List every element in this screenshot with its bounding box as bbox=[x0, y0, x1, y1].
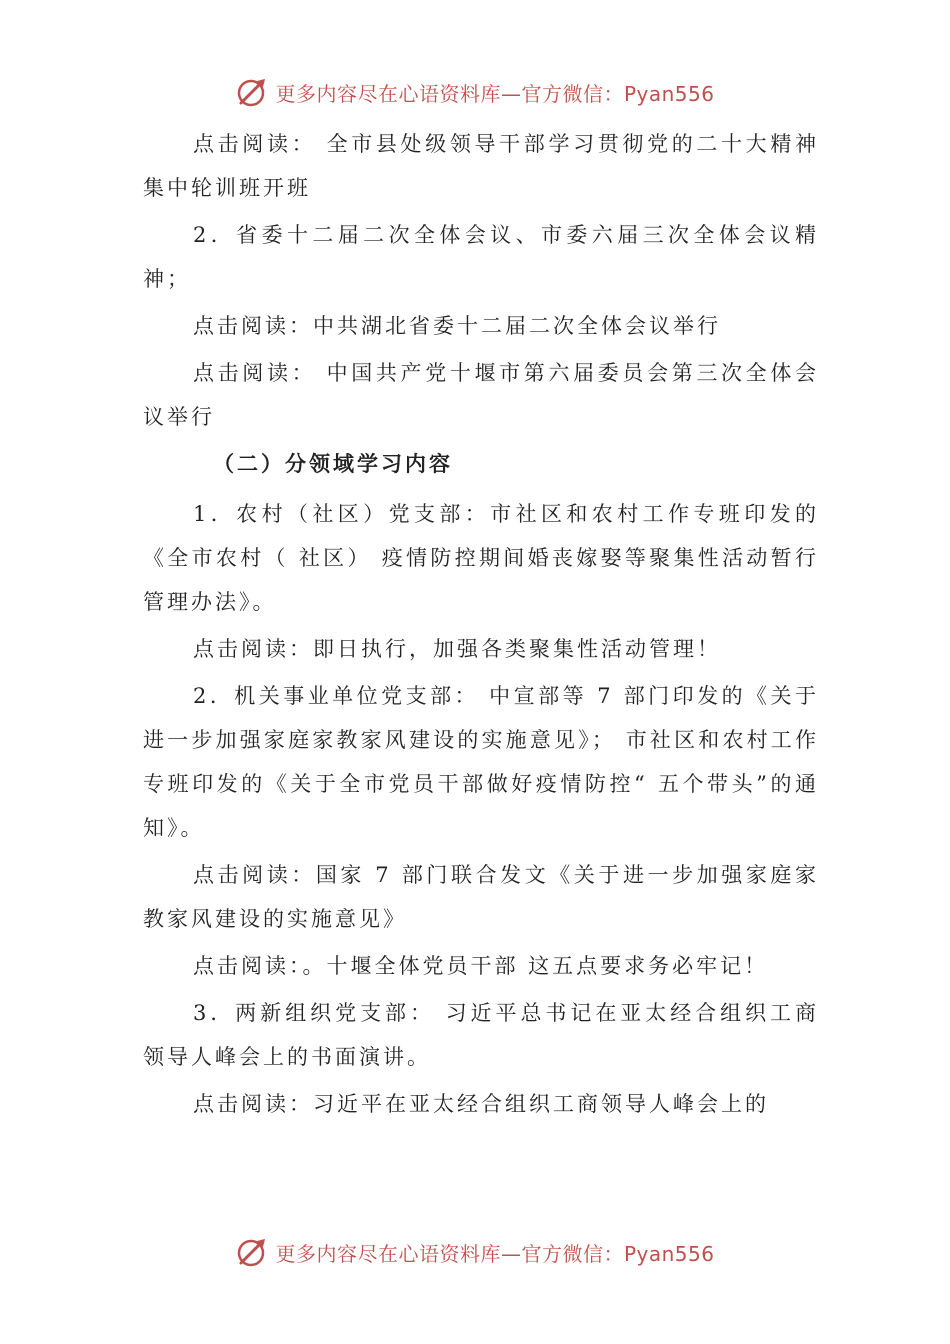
paragraph-link[interactable]: 点击阅读：习近平在亚太经合组织工商领导人峰会上的 bbox=[193, 1092, 769, 1116]
paragraph: 2．省委十二届二次全体会议、市委六届三次全体会议精神； bbox=[143, 223, 819, 291]
pen-logo-icon bbox=[235, 75, 269, 109]
pen-logo-icon bbox=[235, 1235, 269, 1269]
document-body bbox=[143, 122, 819, 1129]
paragraph: 2．机关事业单位党支部： 中宣部等 7 部门印发的《关于进一步加强家庭家教家风建设的实施意见》； 市社区和农村工作专班印发的《关于全市党员干部做好疫情防控“ 五个带头”的通知》。 bbox=[143, 684, 819, 840]
footer-watermark bbox=[0, 1232, 950, 1272]
footer-watermark-text: 更多内容尽在心语资料库—官方微信：Pyan556 bbox=[275, 1241, 715, 1266]
paragraph-link[interactable]: 点击阅读：中共湖北省委十二届二次全体会议举行 bbox=[193, 314, 721, 338]
paragraph-link[interactable]: 点击阅读：国家 7 部门联合发文《关于进一步加强家庭家教家风建设的实施意见》 bbox=[143, 863, 819, 931]
paragraph: 3．两新组织党支部： 习近平总书记在亚太经合组织工商领导人峰会上的书面演讲。 bbox=[143, 1001, 819, 1069]
section-heading: （二）分领域学习内容 bbox=[213, 451, 453, 476]
paragraph-link[interactable]: 点击阅读：即日执行，加强各类聚集性活动管理！ bbox=[193, 637, 721, 661]
paragraph-link[interactable]: 点击阅读：。十堰全体党员干部 这五点要求务必牢记！ bbox=[193, 954, 769, 978]
header-watermark bbox=[0, 72, 950, 112]
paragraph-link[interactable]: 点击阅读： 全市县处级领导干部学习贯彻党的二十大精神集中轮训班开班 bbox=[143, 132, 819, 200]
header-watermark-text: 更多内容尽在心语资料库—官方微信：Pyan556 bbox=[275, 81, 715, 106]
paragraph-link[interactable]: 点击阅读： 中国共产党十堰市第六届委员会第三次全体会议举行 bbox=[143, 361, 819, 429]
paragraph: 1．农村（社区）党支部：市社区和农村工作专班印发的《全市农村（ 社区） 疫情防控期间婚丧嫁娶等聚集性活动暂行管理办法》。 bbox=[143, 502, 819, 614]
